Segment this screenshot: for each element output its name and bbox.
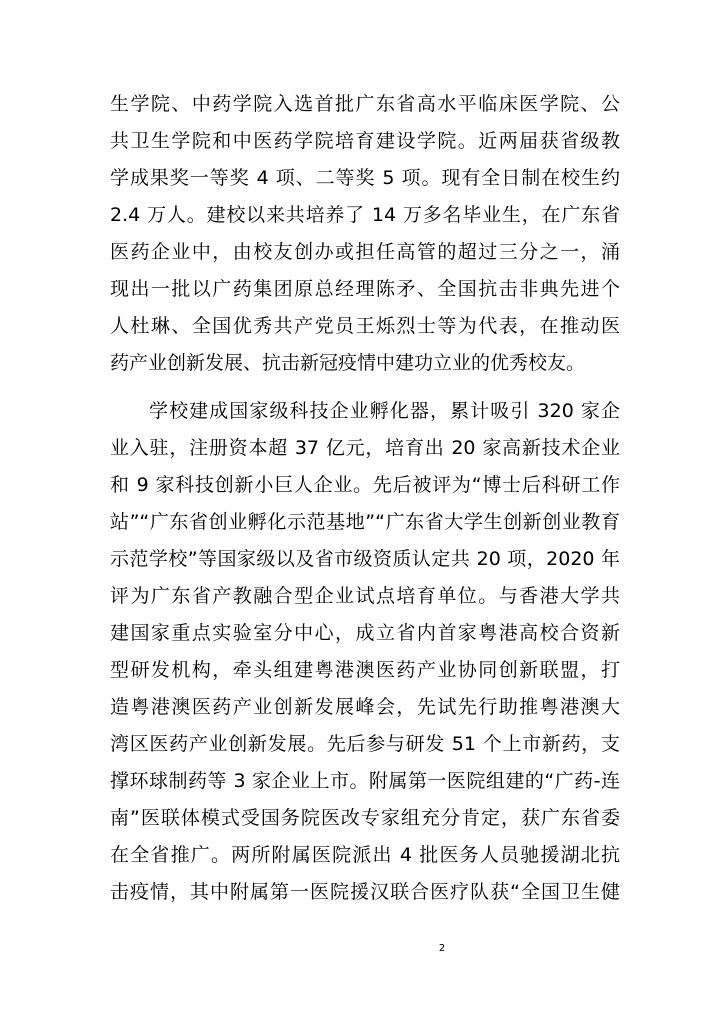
- text-line: 型研发机构，牵头组建粤港澳医药产业协同创新联盟，打: [110, 659, 620, 681]
- text-line: 学成果奖一等奖 4 项、二等奖 5 项。现有全日制在校生约: [110, 167, 620, 189]
- text-line: 人杜琳、全国优秀共产党员王烁烈士等为代表，在推动医: [110, 315, 620, 337]
- text-line: 示范学校”等国家级以及省市级资质认定共 20 项，2020 年: [110, 548, 620, 570]
- text-line: 造粤港澳医药产业创新发展峰会，先试先行助推粤港澳大: [110, 696, 620, 718]
- text-line: 业入驻，注册资本超 37 亿元，培育出 20 家高新技术企业: [110, 437, 620, 459]
- text-line: 站”“广东省创业孵化示范基地”“广东省大学生创新创业教育: [110, 511, 620, 533]
- text-line: 学校建成国家级科技企业孵化器，累计吸引 320 家企: [149, 400, 620, 422]
- text-line: 共卫生学院和中医药学院培育建设学院。近两届获省级教: [110, 130, 620, 152]
- text-line: 击疫情，其中附属第一医院援汉联合医疗队获“全国卫生健: [110, 881, 620, 903]
- text-line: 南”医联体模式受国务院医改专家组充分肯定，获广东省委: [110, 807, 620, 829]
- text-line: 湾区医药产业创新发展。先后参与研发 51 个上市新药，支: [110, 733, 620, 755]
- text-line: 评为广东省产教融合型企业试点培育单位。与香港大学共: [110, 585, 620, 607]
- text-line: 在全省推广。两所附属医院派出 4 批医务人员驰援湖北抗: [110, 844, 620, 866]
- text-line: 和 9 家科技创新小巨人企业。先后被评为“博士后科研工作: [110, 474, 620, 496]
- text-line: 建国家重点实验室分中心，成立省内首家粤港高校合资新: [110, 622, 620, 644]
- text-line: 撑环球制药等 3 家企业上市。附属第一医院组建的“广药-连: [110, 770, 620, 792]
- page-number: 2: [438, 943, 446, 954]
- text-line: 现出一批以广药集团原总经理陈矛、全国抗击非典先进个: [110, 278, 620, 300]
- text-line: 医药企业中，由校友创办或担任高管的超过三分之一，涌: [110, 241, 620, 263]
- text-line: 药产业创新发展、抗击新冠疫情中建功立业的优秀校友。: [110, 352, 586, 374]
- text-line: 生学院、中药学院入选首批广东省高水平临床医学院、公: [110, 93, 620, 115]
- text-line: 2.4 万人。建校以来共培养了 14 万多名毕业生，在广东省: [110, 204, 620, 226]
